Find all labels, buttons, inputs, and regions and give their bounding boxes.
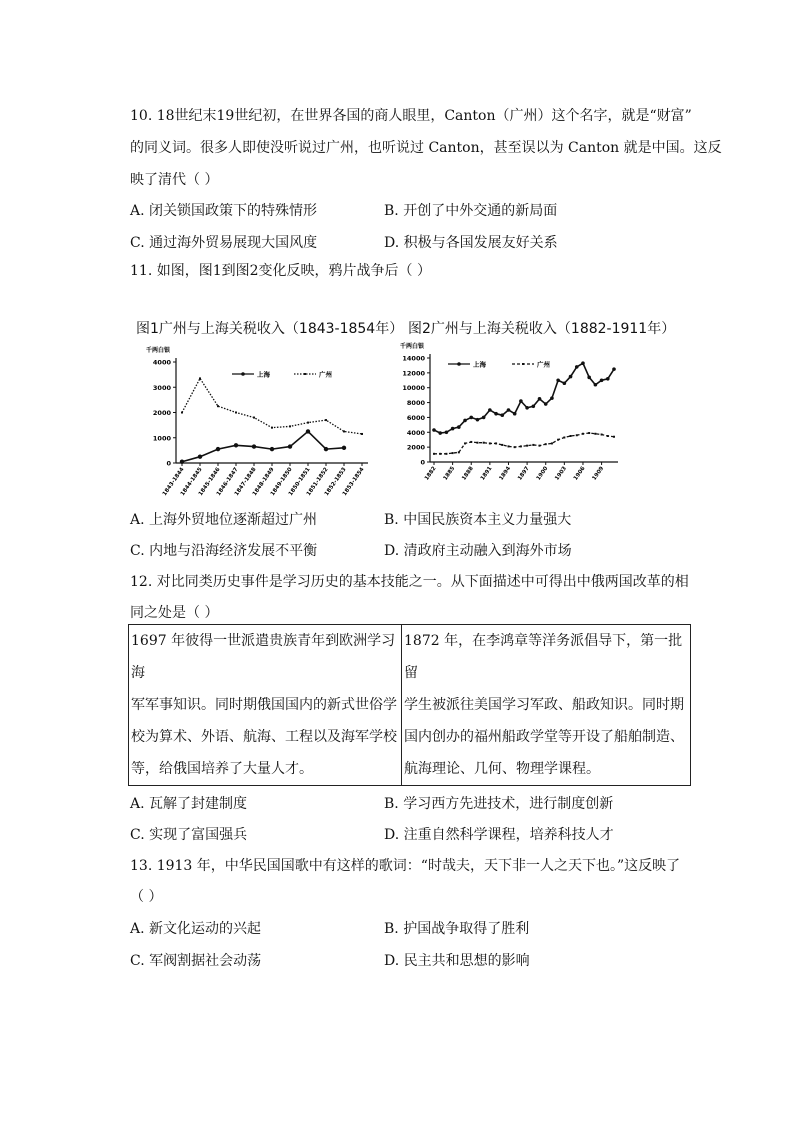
q10-option-b: B. 开创了中外交通的新局面 (384, 203, 558, 219)
series-2-point (551, 442, 553, 444)
x-tick-label: 1888 (461, 465, 475, 482)
series-1-point (581, 361, 585, 365)
series-1-point (198, 454, 202, 458)
series-1-point (494, 412, 498, 416)
y-tick-label: 6000 (406, 413, 425, 422)
series-2-line (434, 433, 614, 454)
series-2-point (514, 446, 516, 448)
legend-marker (304, 373, 306, 375)
china-reform-line: 1872 年，在李鸿章等洋务派倡导下，第一批留 (404, 633, 683, 681)
y-tick-label: 4000 (406, 428, 425, 437)
series-2-point (483, 442, 485, 444)
series-1-point (556, 378, 560, 382)
series-1-point (252, 444, 256, 448)
x-tick-label: 1846-1847 (215, 466, 240, 498)
series-2-point (532, 444, 534, 446)
x-tick-label: 1850-1851 (287, 466, 312, 498)
series-1-point (532, 404, 536, 408)
series-1-point (324, 447, 328, 451)
figure-1-chart (140, 340, 375, 505)
x-tick-label: 1903 (554, 465, 568, 482)
y-tick-label: 2000 (406, 443, 425, 452)
series-1-point (488, 408, 492, 412)
q12-option-b: B. 学习西方先进技术，进行制度创新 (384, 796, 614, 812)
figure-2-chart (396, 340, 626, 505)
x-tick-label: 1845-1846 (197, 466, 222, 498)
series-2-point (464, 442, 466, 444)
q11-option-b: B. 中国民族资本主义力量强大 (384, 512, 572, 528)
series-1-point (451, 427, 455, 431)
series-1-point (500, 413, 504, 417)
series-2-point (361, 433, 363, 435)
series-1-line (434, 363, 614, 433)
x-tick-label: 1882 (423, 465, 438, 482)
series-1-point (519, 399, 523, 403)
series-1-point (288, 444, 292, 448)
series-2-point (289, 425, 291, 427)
series-2-point (458, 451, 460, 453)
q10-option-c: C. 通过海外贸易展现大国风度 (130, 235, 318, 251)
series-2-point (253, 417, 255, 419)
series-1-point (457, 425, 461, 429)
series-2-point (601, 434, 603, 436)
series-1-point (180, 460, 184, 464)
y-tick-label: 3000 (152, 383, 171, 392)
q13-option-d: D. 民主共和思想的影响 (384, 953, 530, 969)
series-2-point (271, 427, 273, 429)
q12-stem-line-1: 12. 对比同类历史事件是学习历史的基本技能之一。从下面描述中可得出中俄两国改革的相 (130, 574, 689, 590)
series-1-point (342, 446, 346, 450)
y-tick-label: 8000 (406, 399, 425, 408)
series-1-point (569, 375, 573, 379)
series-1-point (544, 402, 548, 406)
x-tick-label: 1849-1850 (269, 466, 294, 498)
y-tick-label: 2000 (152, 409, 171, 417)
series-1-point (575, 365, 579, 369)
legend-label: 广州 (319, 370, 332, 379)
series-1-point (600, 378, 604, 382)
china-reform-line: 国内创办的福州船政学堂等开设了船舶制造、 (404, 729, 684, 745)
series-2-point (613, 436, 615, 438)
series-1-point (270, 447, 274, 451)
series-1-point (563, 381, 567, 385)
china-reform-line: 学生被派往美国学习军政、船政知识。同时期 (404, 697, 684, 713)
series-1-point (476, 418, 480, 422)
y-tick-label: 4000 (152, 358, 171, 367)
y-tick-label: 1000 (152, 434, 171, 443)
russia-reform-cell (129, 625, 402, 786)
series-2-point (588, 432, 590, 434)
q12-stem-line-2: 同之处是（ ） (130, 605, 219, 621)
y-axis-label: 千两白银 (400, 343, 425, 350)
china-reform-cell (402, 625, 691, 786)
figure-1-title: 图1广州与上海关税收入（1843-1854年） (136, 321, 404, 337)
russia-reform-line: 校为算术、外语、航海、工程以及海军学校 (131, 729, 397, 745)
series-1-point (216, 447, 220, 451)
x-tick-label: 1897 (517, 465, 531, 482)
x-tick-label: 1909 (591, 465, 606, 482)
series-1-point (525, 406, 529, 410)
series-2-point (576, 434, 578, 436)
y-tick-label: 0 (166, 459, 171, 468)
series-1-point (482, 416, 486, 420)
x-tick-label: 1853-1854 (341, 466, 366, 498)
russia-reform-line: 1697 年彼得一世派遣贵族青年到欧洲学习海 (131, 633, 396, 681)
series-2-point (557, 439, 559, 441)
legend-label: 上海 (473, 360, 486, 369)
q12-option-a: A. 瓦解了封建制度 (130, 796, 248, 812)
x-tick-label: 1847-1848 (233, 466, 258, 498)
figure-2-title: 图2广州与上海关税收入（1882-1911年） (408, 321, 676, 337)
series-2-point (501, 444, 503, 446)
series-1-point (538, 397, 542, 401)
y-tick-label: 12000 (402, 369, 425, 378)
russia-reform-line: 等，给俄国培养了大量人才。 (131, 761, 313, 777)
q11-option-a: A. 上海外贸地位逐渐超过广州 (130, 512, 318, 528)
series-2-point (181, 412, 183, 414)
series-1-point (550, 396, 554, 400)
series-2-point (452, 452, 454, 454)
series-2-line (182, 378, 362, 434)
series-2-point (439, 453, 441, 455)
x-tick-label: 1900 (535, 465, 550, 482)
series-2-point (343, 430, 345, 432)
series-1-point (438, 431, 442, 435)
q11-option-c: C. 内地与沿海经济发展不平衡 (130, 543, 318, 559)
series-2-point (594, 433, 596, 435)
q10-stem-line-1: 10. 18世纪末19世纪初，在世界各国的商人眼里，Canton（广州）这个名字，就是“财富” (130, 108, 692, 124)
legend-marker (241, 372, 245, 376)
series-2-point (199, 377, 201, 379)
comparison-table (128, 624, 691, 786)
series-1-point (606, 377, 610, 381)
series-2-point (217, 405, 219, 407)
series-2-point (235, 412, 237, 414)
x-tick-label: 1844-1845 (179, 466, 204, 498)
series-2-point (520, 445, 522, 447)
series-2-point (495, 442, 497, 444)
series-1-point (612, 367, 616, 371)
x-tick-label: 1885 (442, 465, 457, 482)
q13-option-b: B. 护国战争取得了胜利 (384, 921, 530, 937)
series-2-point (539, 445, 541, 447)
x-tick-label: 1906 (572, 465, 587, 482)
q13-stem-line-2: （ ） (130, 889, 163, 905)
china-reform-line: 航海理论、几何、物理学课程。 (404, 761, 600, 777)
q10-stem-line-3: 映了清代（ ） (130, 172, 219, 188)
legend-label: 广州 (537, 360, 550, 369)
y-axis-label: 千两白银 (146, 347, 171, 354)
series-2-point (470, 441, 472, 443)
x-tick-label: 1843-1844 (161, 466, 186, 498)
legend-marker (457, 362, 461, 366)
y-tick-label: 10000 (402, 384, 425, 393)
q11-stem-line-1: 11. 如图，图1到图2变化反映，鸦片战争后（ ） (130, 263, 431, 279)
series-2-point (445, 453, 447, 455)
q12-option-c: C. 实现了富国强兵 (130, 827, 248, 843)
x-tick-label: 1852-1853 (323, 466, 348, 498)
y-tick-label: 14000 (402, 354, 425, 363)
series-2-point (307, 422, 309, 424)
x-tick-label: 1894 (498, 465, 513, 482)
series-1-point (445, 430, 449, 434)
series-1-point (507, 408, 511, 412)
series-2-point (570, 435, 572, 437)
series-2-point (507, 445, 509, 447)
series-1-point (594, 383, 598, 387)
q13-option-c: C. 军阀割据社会动荡 (130, 953, 262, 969)
legend-marker (522, 363, 524, 365)
series-1-point (587, 376, 591, 380)
q10-stem-line-2: 的同义词。很多人即使没听说过广州，也听说过 Canton，甚至误以为 Canton 就是中国。这反 (130, 140, 722, 156)
q10-option-d: D. 积极与各国发展友好关系 (384, 235, 558, 251)
q11-option-d: D. 清政府主动融入到海外市场 (384, 543, 572, 559)
series-1-point (306, 429, 310, 433)
series-2-point (489, 442, 491, 444)
series-2-point (582, 433, 584, 435)
q12-option-d: D. 注重自然科学课程，培养科技人才 (384, 827, 614, 843)
q13-stem-line-1: 13. 1913 年，中华民国国歌中有这样的歌词：“时哉夫，天下非一人之天下也。”这反映了 (130, 858, 681, 874)
series-1-point (432, 428, 436, 432)
series-1-point (513, 412, 517, 416)
series-2-point (476, 442, 478, 444)
series-2-point (325, 419, 327, 421)
series-2-point (526, 445, 528, 447)
series-2-point (563, 436, 565, 438)
x-tick-label: 1851-1852 (305, 466, 330, 498)
y-tick-label: 0 (420, 458, 425, 467)
q13-option-a: A. 新文化运动的兴起 (130, 921, 262, 937)
x-tick-label: 1848-1849 (251, 466, 276, 498)
series-2-point (607, 435, 609, 437)
q10-option-a: A. 闭关锁国政策下的特殊情形 (130, 203, 318, 219)
series-2-point (545, 443, 547, 445)
series-1-line (182, 431, 344, 461)
legend-label: 上海 (257, 370, 270, 379)
series-1-point (463, 419, 467, 423)
x-tick-label: 1891 (479, 465, 494, 482)
series-1-point (234, 443, 238, 447)
series-1-point (469, 416, 473, 420)
russia-reform-line: 军军事知识。同时期俄国国内的新式世俗学 (131, 697, 397, 713)
series-2-point (433, 453, 435, 455)
